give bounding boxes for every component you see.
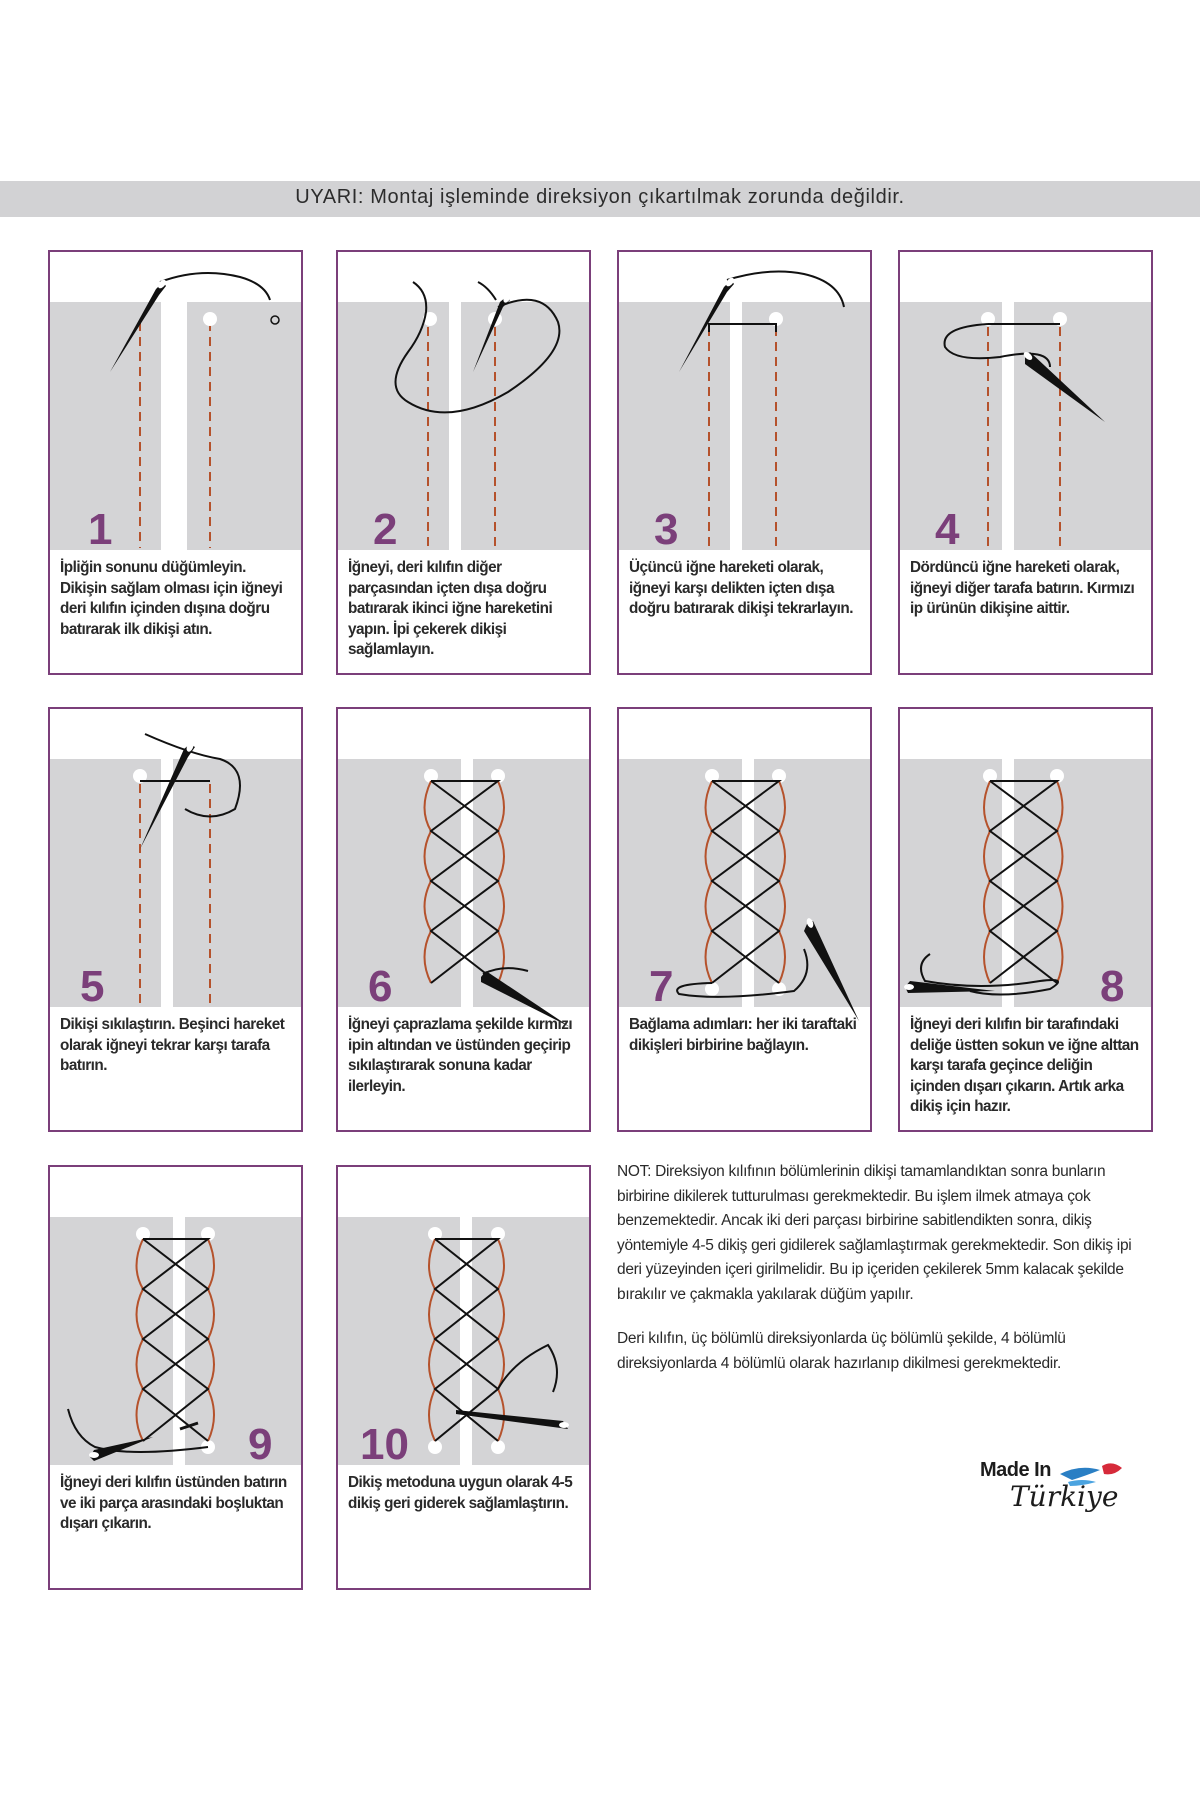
step-1-number: 1 <box>88 505 113 554</box>
step-10-number: 10 <box>360 1420 409 1469</box>
step-9-number: 9 <box>248 1420 273 1469</box>
step-8-number: 8 <box>1100 962 1125 1011</box>
step-4-number: 4 <box>935 505 960 554</box>
step-4-text: Dördüncü iğne hareketi olarak, iğneyi diğer tarafa batırın. Kırmızı ip ürünün dikişine aittir. <box>910 559 1135 617</box>
step-9-text: İğneyi deri kılıfın üstünden batırın ve iki parça arasındaki boşluktan dışarı çıkarın. <box>60 1474 287 1532</box>
step-2-number: 2 <box>373 505 398 554</box>
step-5-text: Dikişi sıkılaştırın. Beşinci hareket olarak iğneyi tekrar karşı tarafa batırın. <box>60 1016 285 1074</box>
step-10-illustration <box>338 1167 591 1590</box>
warning-text: UYARI: Montaj işleminde direksiyon çıkartılmak zorunda değildir. <box>295 186 905 208</box>
step-8-text: İğneyi deri kılıfın bir tarafındaki deliğe üstten sokun ve iğne alttan karşı tarafa geçince deliğin içinden dışarı çıkarın. Artık arka dikiş için hazır. <box>910 1016 1139 1115</box>
turkiye-signature: Türkiye <box>1010 1480 1119 1513</box>
step-2-panel <box>336 250 591 675</box>
step-5-panel <box>48 707 303 1132</box>
step-3-text: Üçüncü iğne hareketi olarak, iğneyi karşı delikten içten dışa doğru batırarak dikişi tekrarlayın. <box>629 559 853 617</box>
step-4-panel <box>898 250 1153 675</box>
step-10-text: Dikiş metoduna uygun olarak 4-5 dikiş geri giderek sağlamlaştırın. <box>348 1474 573 1512</box>
step-3-panel <box>617 250 872 675</box>
step-7-panel <box>617 707 872 1132</box>
made-in-label: Made In <box>980 1459 1051 1481</box>
note-paragraph-2: Deri kılıfın, üç bölümlü direksiyonlarda üç bölümlü şekilde, 4 bölümlü direksiyonlarda 4 bölümlü olarak hazırlanıp dikilmesi gerekmektedir. <box>617 1330 1066 1372</box>
step-8-panel <box>898 707 1153 1132</box>
step-1-panel <box>48 250 303 675</box>
note-section <box>617 1160 1157 1396</box>
note-paragraph-1: NOT: Direksiyon kılıfının bölümlerinin dikişi tamamlandıktan sonra bunların birbirine dikilerek tutturulması gerekmektedir. Bu işlem ilmek atmaya çok benzemektedir. Ancak iki deri parçası birbirine sabitlendikten sonra, dikiş yöntemiyle 4-5 dikiş geri gidilerek sağlamlaştırmak gerekmektedir. Son dikiş ipi deri yüzeyinden içeri girilmelidir. Bu ip içeriden çekilerek 5mm kalacak şekilde bırakılır ve çakmakla yakılarak düğüm yapılır. <box>617 1163 1132 1303</box>
step-1-text: İpliğin sonunu düğümleyin. Dikişin sağlam olması için iğneyi deri kılıfın içinden dışına doğru batırarak ilk dikişi atın. <box>60 559 283 638</box>
step-5-number: 5 <box>80 962 105 1011</box>
step-7-text: Bağlama adımları: her iki taraftaki dikişleri birbirine bağlayın. <box>629 1016 857 1054</box>
step-9-panel <box>48 1165 303 1590</box>
step-6-panel <box>336 707 591 1132</box>
step-2-text: İğneyi, deri kılıfın diğer parçasından içten dışa doğru batırarak ikinci iğne hareketini yapın. İpi çekerek dikişi sağlamlayın. <box>348 559 553 658</box>
step-10-panel <box>336 1165 591 1590</box>
step-6-number: 6 <box>368 962 393 1011</box>
step-7-number: 7 <box>649 962 674 1011</box>
step-3-number: 3 <box>654 505 679 554</box>
step-7-illustration <box>619 709 872 1132</box>
step-6-text: İğneyi çaprazlama şekilde kırmızı ipin altından ve üstünden geçirip sıkılaştırarak sonuna kadar ilerleyin. <box>348 1016 573 1095</box>
